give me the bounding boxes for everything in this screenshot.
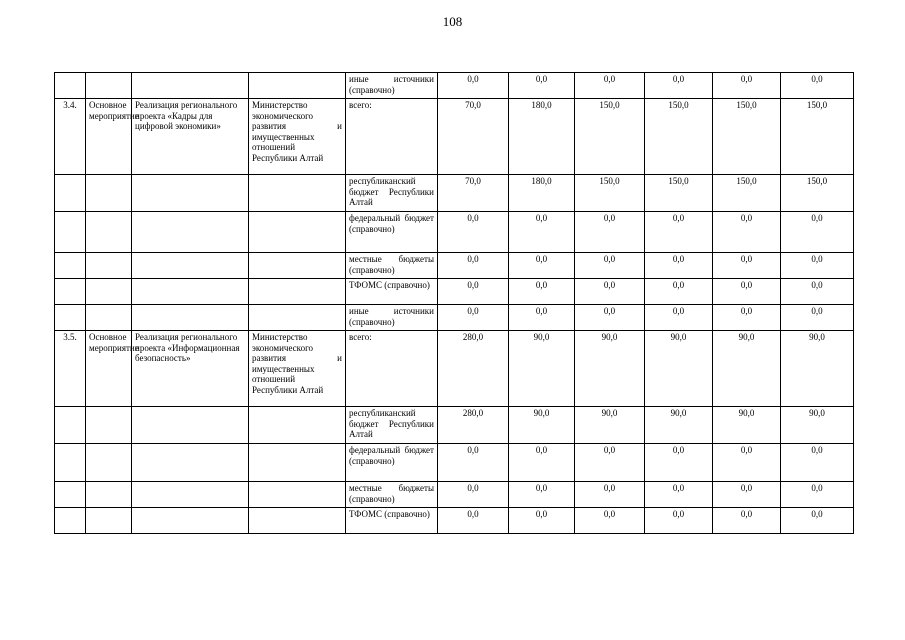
funding-source-cell: местные бюджеты (справочно) [346, 482, 438, 508]
funding-source-cell: иные источники (справочно) [346, 73, 438, 99]
responsible-executor-cell [249, 444, 346, 482]
responsible-executor-cell [249, 73, 346, 99]
amount-cell: 0,0 [575, 508, 645, 534]
table-row [55, 508, 854, 534]
amount-cell: 180,0 [509, 175, 575, 212]
event-type-cell [86, 175, 132, 212]
amount-cell: 180,0 [509, 99, 575, 175]
table-row [55, 444, 854, 482]
responsible-executor-cell [249, 508, 346, 534]
event-type-cell [86, 482, 132, 508]
responsible-executor-cell: Министерство экономического развития и имущественных отношений Республики Алтай [249, 99, 346, 175]
amount-cell: 0,0 [781, 482, 854, 508]
event-type-cell: Основное мероприятие [86, 99, 132, 175]
table-row [55, 99, 854, 175]
amount-cell: 0,0 [438, 482, 509, 508]
event-type-cell [86, 407, 132, 444]
row-number-cell [55, 279, 86, 305]
table-row [55, 305, 854, 331]
amount-cell: 0,0 [713, 305, 781, 331]
amount-cell: 70,0 [438, 99, 509, 175]
amount-cell: 90,0 [645, 331, 713, 407]
amount-cell: 0,0 [781, 305, 854, 331]
row-number-cell [55, 482, 86, 508]
amount-cell: 0,0 [438, 73, 509, 99]
event-type-cell [86, 508, 132, 534]
amount-cell: 0,0 [781, 253, 854, 279]
amount-cell: 0,0 [645, 444, 713, 482]
funding-source-cell: республиканский бюджет Республики Алтай [346, 407, 438, 444]
amount-cell: 0,0 [438, 508, 509, 534]
amount-cell: 0,0 [645, 279, 713, 305]
amount-cell: 90,0 [781, 331, 854, 407]
amount-cell: 0,0 [713, 482, 781, 508]
amount-cell: 0,0 [509, 508, 575, 534]
event-type-cell [86, 279, 132, 305]
amount-cell: 280,0 [438, 331, 509, 407]
amount-cell: 0,0 [509, 305, 575, 331]
amount-cell: 0,0 [781, 212, 854, 253]
amount-cell: 0,0 [575, 253, 645, 279]
amount-cell: 90,0 [645, 407, 713, 444]
event-name-cell: Реализация регионального проекта «Информационная безопасность» [132, 331, 249, 407]
amount-cell: 0,0 [575, 444, 645, 482]
amount-cell: 90,0 [509, 331, 575, 407]
budget-table [54, 72, 854, 534]
amount-cell: 0,0 [781, 279, 854, 305]
event-name-cell: Реализация регионального проекта «Кадры для цифровой экономики» [132, 99, 249, 175]
amount-cell: 280,0 [438, 407, 509, 444]
amount-cell: 0,0 [575, 212, 645, 253]
table-row [55, 73, 854, 99]
amount-cell: 150,0 [645, 175, 713, 212]
row-number-cell: 3.5. [55, 331, 86, 407]
funding-source-cell: местные бюджеты (справочно) [346, 253, 438, 279]
amount-cell: 90,0 [713, 407, 781, 444]
responsible-executor-cell [249, 482, 346, 508]
event-name-cell [132, 508, 249, 534]
row-number-cell [55, 175, 86, 212]
page-number: 108 [442, 14, 463, 29]
amount-cell: 0,0 [438, 279, 509, 305]
amount-cell: 0,0 [645, 212, 713, 253]
table-row [55, 482, 854, 508]
funding-source-cell: иные источники (справочно) [346, 305, 438, 331]
amount-cell: 0,0 [438, 212, 509, 253]
table-row [55, 331, 854, 407]
amount-cell: 0,0 [509, 253, 575, 279]
responsible-executor-cell [249, 175, 346, 212]
amount-cell: 0,0 [645, 482, 713, 508]
amount-cell: 0,0 [645, 305, 713, 331]
amount-cell: 150,0 [575, 175, 645, 212]
funding-source-cell: ТФОМС (справочно) [346, 279, 438, 305]
amount-cell: 0,0 [713, 444, 781, 482]
funding-source-cell: всего: [346, 99, 438, 175]
table-row [55, 212, 854, 253]
table-row [55, 175, 854, 212]
amount-cell: 90,0 [509, 407, 575, 444]
amount-cell: 0,0 [509, 212, 575, 253]
funding-source-cell: республиканский бюджет Республики Алтай [346, 175, 438, 212]
amount-cell: 90,0 [713, 331, 781, 407]
row-number-cell [55, 212, 86, 253]
responsible-executor-cell [249, 212, 346, 253]
table-row [55, 407, 854, 444]
row-number-cell [55, 73, 86, 99]
amount-cell: 0,0 [575, 73, 645, 99]
amount-cell: 0,0 [713, 212, 781, 253]
amount-cell: 0,0 [713, 253, 781, 279]
event-type-cell [86, 73, 132, 99]
row-number-cell [55, 305, 86, 331]
event-type-cell: Основное мероприятие [86, 331, 132, 407]
row-number-cell: 3.4. [55, 99, 86, 175]
amount-cell: 0,0 [781, 508, 854, 534]
amount-cell: 150,0 [575, 99, 645, 175]
amount-cell: 0,0 [575, 482, 645, 508]
responsible-executor-cell [249, 305, 346, 331]
responsible-executor-cell [249, 279, 346, 305]
amount-cell: 0,0 [438, 444, 509, 482]
amount-cell: 0,0 [645, 73, 713, 99]
amount-cell: 0,0 [509, 279, 575, 305]
amount-cell: 150,0 [645, 99, 713, 175]
event-type-cell [86, 253, 132, 279]
responsible-executor-cell [249, 253, 346, 279]
amount-cell: 90,0 [575, 407, 645, 444]
event-name-cell [132, 279, 249, 305]
amount-cell: 0,0 [509, 73, 575, 99]
responsible-executor-cell [249, 407, 346, 444]
amount-cell: 0,0 [438, 305, 509, 331]
row-number-cell [55, 253, 86, 279]
funding-source-cell: ТФОМС (справочно) [346, 508, 438, 534]
amount-cell: 70,0 [438, 175, 509, 212]
row-number-cell [55, 444, 86, 482]
amount-cell: 0,0 [713, 508, 781, 534]
event-name-cell [132, 407, 249, 444]
amount-cell: 90,0 [781, 407, 854, 444]
event-name-cell [132, 212, 249, 253]
funding-source-cell: всего: [346, 331, 438, 407]
row-number-cell [55, 508, 86, 534]
amount-cell: 0,0 [781, 73, 854, 99]
amount-cell: 0,0 [645, 508, 713, 534]
amount-cell: 0,0 [781, 444, 854, 482]
event-name-cell [132, 175, 249, 212]
amount-cell: 0,0 [713, 73, 781, 99]
table-row [55, 279, 854, 305]
amount-cell: 150,0 [781, 175, 854, 212]
event-name-cell [132, 73, 249, 99]
amount-cell: 0,0 [575, 305, 645, 331]
event-name-cell [132, 444, 249, 482]
event-name-cell [132, 253, 249, 279]
amount-cell: 0,0 [509, 482, 575, 508]
event-name-cell [132, 482, 249, 508]
responsible-executor-cell: Министерство экономического развития и имущественных отношений Республики Алтай [249, 331, 346, 407]
amount-cell: 90,0 [575, 331, 645, 407]
amount-cell: 0,0 [575, 279, 645, 305]
amount-cell: 0,0 [713, 279, 781, 305]
event-type-cell [86, 444, 132, 482]
amount-cell: 0,0 [509, 444, 575, 482]
row-number-cell [55, 407, 86, 444]
funding-source-cell: федеральный бюджет (справочно) [346, 444, 438, 482]
amount-cell: 150,0 [713, 99, 781, 175]
table-row [55, 253, 854, 279]
funding-source-cell: федеральный бюджет (справочно) [346, 212, 438, 253]
amount-cell: 150,0 [713, 175, 781, 212]
amount-cell: 0,0 [645, 253, 713, 279]
event-name-cell [132, 305, 249, 331]
amount-cell: 150,0 [781, 99, 854, 175]
amount-cell: 0,0 [438, 253, 509, 279]
event-type-cell [86, 212, 132, 253]
event-type-cell [86, 305, 132, 331]
